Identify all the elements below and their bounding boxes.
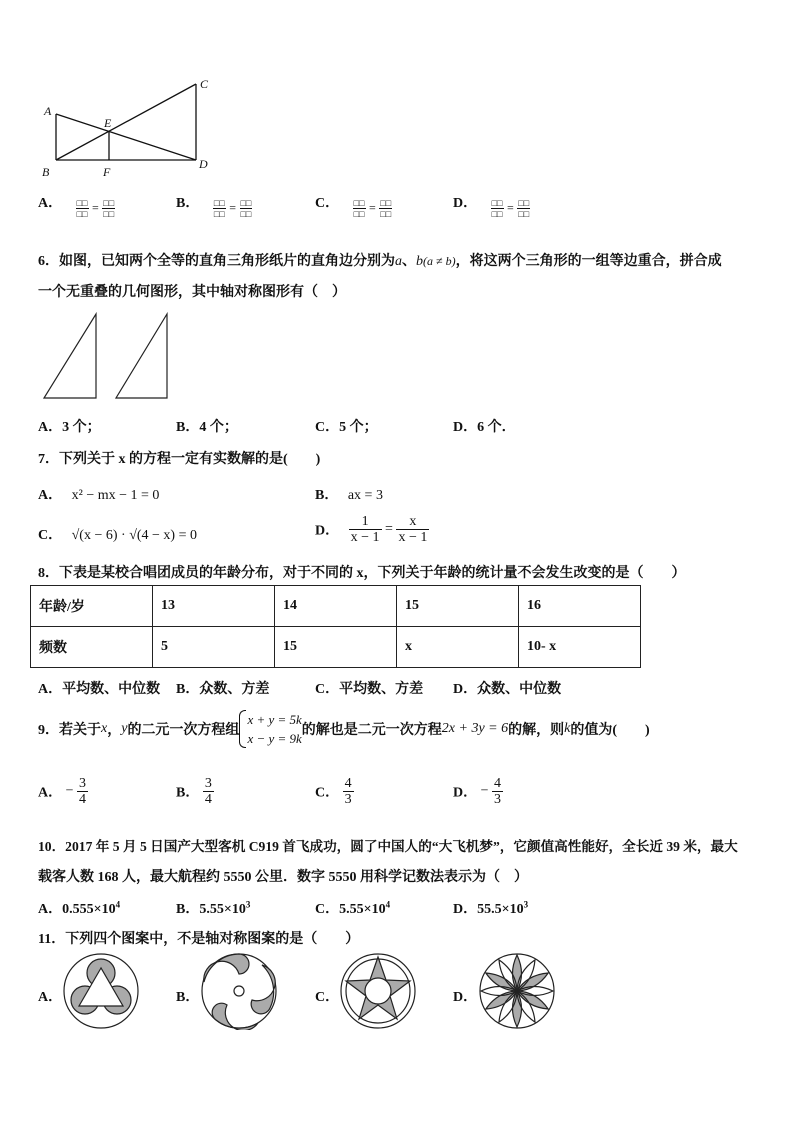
q5-option-c[interactable]: C． □□ □□ = □□ □□: [315, 196, 392, 219]
q11-pattern-d[interactable]: [478, 952, 556, 1030]
fraction: □□ □□: [213, 198, 225, 219]
table-cell: 年龄/岁: [31, 586, 153, 627]
q7-option-a[interactable]: [38, 484, 159, 504]
fraction: □□ □□: [240, 198, 252, 219]
fraction: $\frac{4}{3}$: [344, 776, 352, 807]
option-label: D．: [453, 196, 478, 211]
q8-option-c[interactable]: C．平均数、方差: [315, 682, 424, 697]
option-label: C．: [315, 196, 340, 211]
q10-stem-line2: 载客人数 168 人，最大航程约 5550 公里．数字 5550 用科学记数法表示为（ ）: [38, 870, 528, 885]
q6-option-a[interactable]: A．3 个；: [38, 420, 101, 435]
q7-option-a-math: x² − mx − 1 = 0: [71, 488, 160, 503]
table-cell: 频数: [31, 627, 153, 668]
option-label: A．: [38, 196, 63, 211]
table-cell: 10- x: [519, 627, 641, 668]
table-cell: 5: [153, 627, 275, 668]
fraction: □□ □□: [353, 198, 365, 219]
q11-option-b-label[interactable]: B．: [176, 990, 200, 1005]
q11-pattern-b[interactable]: [200, 952, 278, 1030]
q7-option-c[interactable]: [38, 524, 197, 544]
q11-pattern-c[interactable]: [339, 952, 417, 1030]
table-cell: 15: [275, 627, 397, 668]
label-C: C: [200, 77, 209, 91]
q10-stem-line1: 10．2017 年 5 月 5 日国产大型客机 C919 首飞成功，圆了中国人的“大飞机梦”，它颜值高性能好，全长近 39 米，最大: [38, 839, 738, 854]
q9-option-b[interactable]: [176, 776, 214, 807]
q6-option-c[interactable]: C．5 个；: [315, 420, 378, 435]
label-A: A: [44, 104, 52, 118]
q10-option-c[interactable]: C．$5.55\times 10^4$: [315, 899, 391, 917]
q6-triangles-diagram: [40, 310, 180, 402]
option-label: D．: [315, 523, 340, 539]
fraction: □□ □□: [380, 198, 392, 219]
q9-option-a[interactable]: A． − $\frac{3}{4}$: [38, 776, 87, 807]
q6-option-d[interactable]: D．6 个．: [453, 420, 516, 435]
q5-option-a[interactable]: A． □□ □□ = □□ □□: [38, 196, 115, 219]
option-label: D．: [453, 785, 478, 801]
q5-option-b[interactable]: B． □□ □□ = □□ □□: [176, 196, 252, 219]
fraction: $\frac{3}{4}$: [204, 776, 212, 807]
q10-option-a[interactable]: A．$0.555\times 10^4$: [38, 899, 121, 917]
option-label: B．: [315, 488, 339, 503]
q11-pattern-a[interactable]: [62, 952, 140, 1030]
fraction: □□ □□: [518, 198, 530, 219]
table-cell: 13: [153, 586, 275, 627]
table-cell: 15: [397, 586, 519, 627]
q7-option-c-math: √(x − 6) · √(4 − x) = 0: [71, 528, 197, 543]
q7-option-b[interactable]: [315, 484, 383, 504]
option-label: B．: [176, 785, 200, 801]
label-F: F: [103, 165, 111, 179]
q11-stem: 11．下列四个图案中，不是轴对称图案的是（ ）: [38, 932, 360, 947]
q9-stem: 9．若关于x，y的二元一次方程组 x + y = 5k x − y = 9k 的解也是二元一次方程2x + 3y = 6的解，则k的值为( ): [38, 712, 650, 746]
age-distribution-table: [30, 585, 641, 668]
label-D: D: [199, 157, 208, 171]
q11-option-d-label[interactable]: D．: [453, 990, 478, 1005]
q7-option-d[interactable]: D． $\frac{1}{x - 1}$ = $\frac{x}{x - 1}$: [315, 514, 428, 545]
label-B: B: [42, 165, 50, 179]
q11-option-a-label[interactable]: A．: [38, 990, 63, 1005]
q7-option-b-math: ax = 3: [347, 488, 383, 503]
fraction: $\frac{3}{4}$: [79, 776, 87, 807]
fraction: $\frac{x}{x - 1}$: [398, 514, 428, 545]
q6-option-b[interactable]: B．4 个；: [176, 420, 238, 435]
table-row: [31, 586, 641, 627]
fraction: $\frac{1}{x - 1}$: [350, 514, 380, 545]
q9-option-c[interactable]: [315, 776, 354, 807]
q8-option-d[interactable]: D．众数、中位数: [453, 682, 562, 697]
option-label: C．: [38, 528, 63, 543]
q10-option-d[interactable]: D．$55.5\times 10^3$: [453, 899, 529, 917]
q11-option-c-label[interactable]: C．: [315, 990, 340, 1005]
fraction: $\frac{4}{3}$: [494, 776, 502, 807]
option-label: A．: [38, 488, 63, 503]
option-label: C．: [315, 785, 340, 801]
q9-option-d[interactable]: D． − $\frac{4}{3}$: [453, 776, 502, 807]
q5-option-d[interactable]: D． □□ □□ = □□ □□: [453, 196, 530, 219]
table-cell: x: [397, 627, 519, 668]
fraction: □□ □□: [491, 198, 503, 219]
q6-stem-line2: 一个无重叠的几何图形，其中轴对称图形有（ ）: [38, 285, 346, 300]
q10-option-b[interactable]: B．$5.55\times 10^3$: [176, 899, 251, 917]
table-cell: 16: [519, 586, 641, 627]
q8-stem: 8．下表是某校合唱团成员的年龄分布，对于不同的 x，下列关于年龄的统计量不会发生改变的是（ ）: [38, 566, 686, 581]
q5-geometry-diagram: [36, 72, 226, 180]
q8-option-a[interactable]: A．平均数、中位数: [38, 682, 161, 697]
q8-option-b[interactable]: B．众数、方差: [176, 682, 270, 697]
label-E: E: [104, 116, 112, 130]
table-row: [31, 627, 641, 668]
fraction: □□ □□: [103, 198, 115, 219]
q7-stem: 7．下列关于 x 的方程一定有实数解的是( ): [38, 452, 321, 467]
q6-stem-line1: 6．如图，已知两个全等的直角三角形纸片的直角边分别为a、b(a ≠ b)，将这两个三角形的一组等边重合，拼合成: [38, 254, 722, 269]
option-label: B．: [176, 196, 200, 211]
option-label: A．: [38, 785, 63, 801]
fraction: □□ □□: [76, 198, 88, 219]
equation-system: x + y = 5k x − y = 9k: [239, 710, 301, 748]
table-cell: 14: [275, 586, 397, 627]
